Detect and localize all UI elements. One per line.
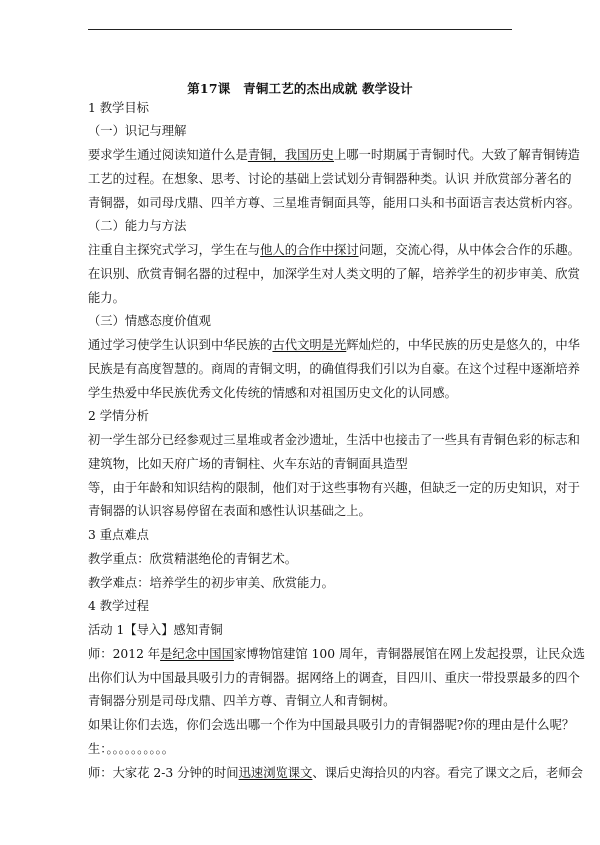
section-heading: 3 重点难点 (88, 528, 149, 542)
paragraph-line: 教学难点：培养学生的初步审美、欣赏能力。 (88, 576, 334, 590)
paragraph-line: 注重自主探究式学习，学生在与他人的合作中探讨问题，交流心得，从中体会合作的乐趣。 (88, 243, 580, 257)
paragraph-line: 教学重点：欣赏精湛绝伦的青铜艺术。 (88, 552, 298, 566)
subsection-heading: （一）识记与理解 (88, 124, 187, 138)
section-heading: 4 教学过程 (88, 599, 149, 613)
paragraph-line: 青铜器，如司母戊鼎、四羊方尊、三星堆青铜面具等，能用口头和书面语言表达赏析内容。 (88, 196, 580, 210)
paragraph-line: 建筑物，比如天府广场的青铜柱、火车东站的青铜面具造型 (88, 457, 408, 471)
paragraph-line: 在识别、欣赏青铜名器的过程中，加深学生对人类文明的了解，培养学生的初步审美、欣赏 (88, 267, 580, 281)
paragraph-line: 师：2012 年是纪念中国国家博物馆建馆 100 周年，青铜器展馆在网上发起投票，让民众选 (88, 647, 585, 661)
section-heading: 2 学情分析 (88, 409, 149, 423)
subsection-heading: （二）能力与方法 (88, 219, 187, 233)
activity-heading: 活动 1【导入】感知青铜 (88, 623, 223, 637)
paragraph-line: 能力。 (88, 291, 125, 305)
paragraph-line: 青铜器的认识容易停留在表面和感性认识基础之上。 (88, 504, 371, 518)
paragraph-line: 初一学生部分已经参观过三星堆或者金沙遗址，生活中也接击了一些具有青铜色彩的标志和 (88, 433, 580, 447)
paragraph-line: 生：。。。。。。。。。。 (88, 742, 175, 756)
paragraph-line: 通过学习使学生认识到中华民族的古代文明是光辉灿烂的，中华民族的历史是悠久的，中华 (88, 338, 580, 352)
paragraph-line: 等，由于年龄和知识结构的限制，他们对于这些事物有兴趣，但缺乏一定的历史知识，对于 (88, 481, 580, 495)
paragraph-line: 民族是有高度智慧的。商周的青铜文明，的确值得我们引以为自豪。在这个过程中逐渐培养 (88, 362, 580, 376)
paragraph-line: 要求学生通过阅读知道什么是青铜，我国历史上哪一时期属于青铜时代。大致了解青铜铸造 (88, 148, 580, 162)
paragraph-line: 如果让你们去选，你们会选出哪一个作为中国最具吸引力的青铜器呢?你的理由是什么呢？ (88, 718, 575, 732)
subsection-heading: （三）情感态度价值观 (88, 314, 211, 328)
paragraph-line: 出你们认为中国最具吸引力的青铜器。据网络上的调查，目四川、重庆一带投票最多的四个 (88, 671, 580, 685)
paragraph-line: 学生热爱中华民族优秀文化传统的情感和对祖国历史文化的认同感。 (88, 386, 457, 400)
header-rule (88, 29, 512, 30)
paragraph-line: 青铜器分别是司母戊鼎、四羊方尊、青铜立人和青铜树。 (88, 694, 396, 708)
section-heading: 1 教学目标 (88, 101, 149, 115)
paragraph-line: 工艺的过程。在想象、思考、讨论的基础上尝试划分青铜器种类。认识 并欣赏部分著名的 (88, 172, 572, 186)
document-title: 第17课 青铜工艺的杰出成就 教学设计 (187, 81, 413, 96)
paragraph-line: 师：大家花 2-3 分钟的时间迅速浏览课文、课后史海拾贝的内容。看完了课文之后，老师会 (88, 766, 583, 780)
